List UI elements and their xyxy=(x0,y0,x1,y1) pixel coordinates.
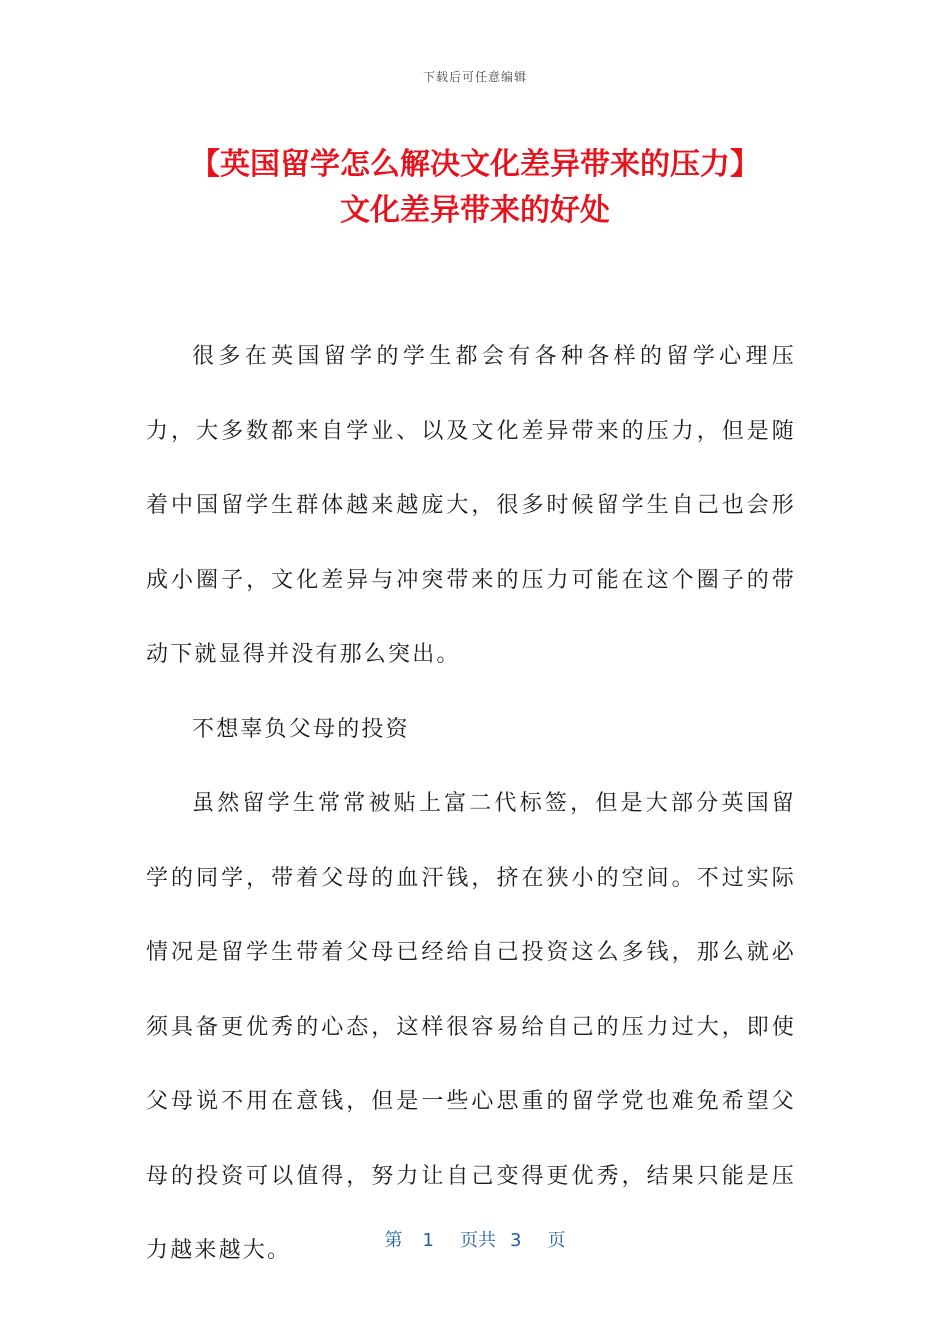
page-footer xyxy=(0,1226,950,1252)
page-middle: 页共 xyxy=(460,1230,496,1251)
title-line-1: 【英国留学怎么解决文化差异带来的压力】 xyxy=(190,147,760,182)
paragraph: 很多在英国留学的学生都会有各种各样的留学心理压力，大多数都来自学业、以及文化差异带来的压力，但是随着中国留学生群体越来越庞大，很多时候留学生自己也会形成小圈子，文化差异与冲突带来的压力可能在这个圈子的带动下就显得并没有那么突出。 xyxy=(146,344,796,667)
page-prefix: 第 xyxy=(384,1230,403,1251)
page-suffix: 页 xyxy=(547,1230,566,1251)
section-heading: 不想辜负父母的投资 xyxy=(192,716,410,742)
header-note: 下载后可任意编辑 xyxy=(422,70,527,84)
paragraph: 虽然留学生常常被贴上富二代标签，但是大部分英国留学的同学，带着父母的血汗钱，挤在狭小的空间。不过实际情况是留学生带着父母已经给自己投资这么多钱，那么就必须具备更优秀的心态，这样很容易给自己的压力过大，即使父母说不用在意钱，但是一些心思重的留学党也难免希望父母的投资可以值得，努力让自己变得更优秀，结果只能是压力越来越大。 xyxy=(146,791,796,1263)
page-number: 1 xyxy=(422,1230,434,1251)
title-line-2: 文化差异带来的好处 xyxy=(340,193,610,228)
page-total: 3 xyxy=(510,1230,522,1251)
document-title xyxy=(60,142,890,234)
document-body xyxy=(146,320,796,1289)
